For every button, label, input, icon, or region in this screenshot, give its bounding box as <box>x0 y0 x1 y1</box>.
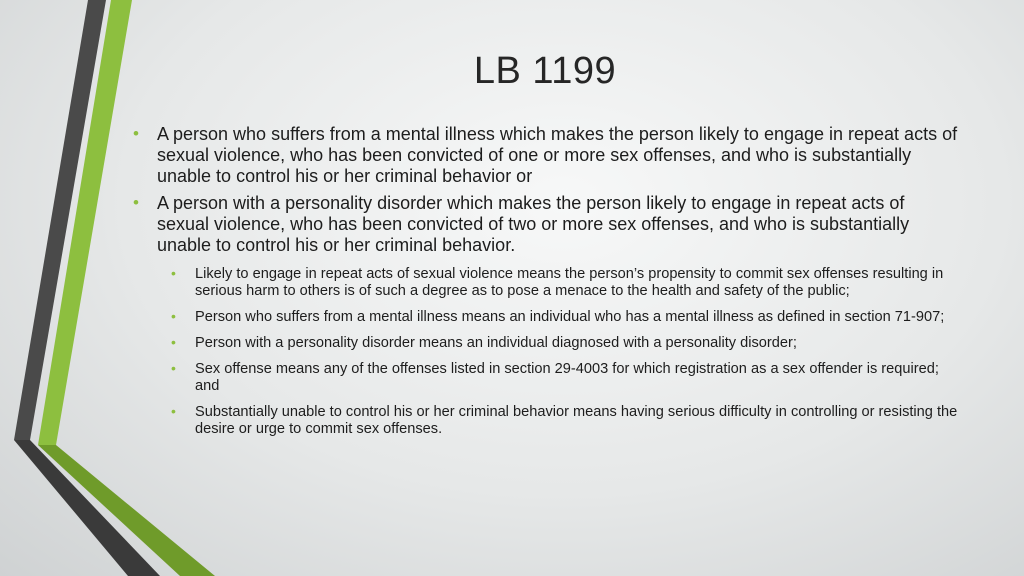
bullet-text: A person with a personality disorder which makes the person likely to engage in repeat acts of sexual violence, who has been convicted of two or more sex offenses, and who is substantially unable to control his or her criminal behavior. <box>157 193 910 255</box>
sub-bullet-text: Person with a personality disorder means an individual diagnosed with a personality disorder; <box>195 335 797 351</box>
sub-bullet-item <box>131 335 961 352</box>
slide-title: LB 1199 <box>473 50 617 92</box>
sub-bullet-item <box>131 361 961 395</box>
bullet-text: A person who suffers from a mental illness which makes the person likely to engage in repeat acts of sexual violence, who has been convicted of one or more sex offenses, and who is substantially unable to control his or her criminal behavior or <box>157 124 958 186</box>
sub-bullet-item <box>131 309 961 326</box>
bullet-icon: • <box>133 124 139 143</box>
sub-bullet-item <box>131 404 961 438</box>
sub-bullet-text: Sex offense means any of the offenses listed in section 29-4003 for which registration as a sex offender is required; and <box>195 361 939 394</box>
sub-bullet-text: Substantially unable to control his or her criminal behavior means having serious difficulty in controlling or resisting the desire or urge to commit sex offenses. <box>195 404 958 437</box>
bullet-item <box>131 193 961 256</box>
slide-content <box>131 124 961 447</box>
bullet-icon: • <box>171 308 176 324</box>
bullet-icon: • <box>171 403 176 419</box>
bullet-icon: • <box>133 193 139 212</box>
dark-stripe-lower <box>14 440 160 576</box>
bullet-icon: • <box>171 265 176 281</box>
bullet-item <box>131 124 961 187</box>
sub-bullet-item <box>131 266 961 300</box>
sub-bullet-text: Likely to engage in repeat acts of sexual violence means the person’s propensity to commit sex offenses resulting in serious harm to others is of such a degree as to pose a menace to the health and safety of the public; <box>195 266 944 299</box>
bullet-icon: • <box>171 334 176 350</box>
bullet-list <box>131 124 961 256</box>
bullet-icon: • <box>171 360 176 376</box>
sub-bullet-text: Person who suffers from a mental illness means an individual who has a mental illness as defined in section 71-907; <box>195 309 945 325</box>
sub-bullet-list <box>131 266 961 438</box>
